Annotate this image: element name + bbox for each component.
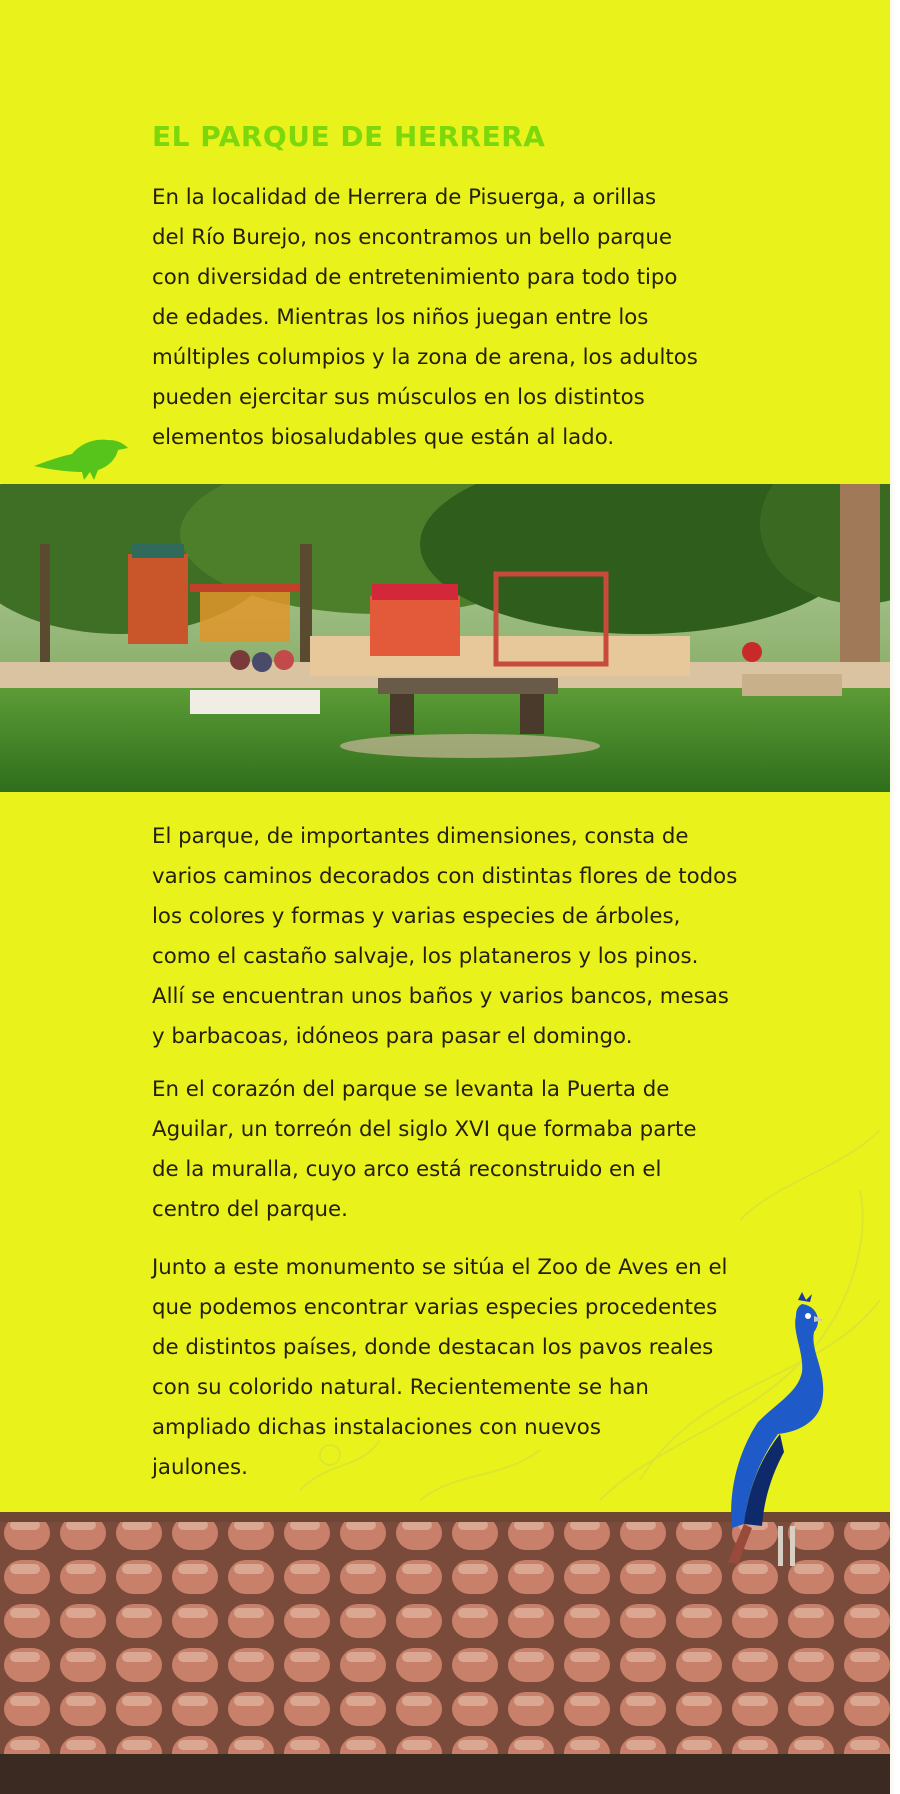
page-title: EL PARQUE DE HERRERA (152, 120, 546, 153)
paragraph-dimensions: El parque, de importantes dimensiones, consta de varios caminos decorados con distintas flores de todos los colores y formas y varias especies de árboles, como el castaño salvaje, los plataneros y los pinos. Allí se encuentran unos baños y varios bancos, mesas y barbacoas, idóneos para pasar el domingo. (152, 824, 738, 1049)
park-playground-photo (0, 484, 896, 792)
page-edge (890, 0, 896, 1794)
peacock-illustration (718, 1292, 878, 1572)
intro-paragraph: En la localidad de Herrera de Pisuerga, a orillas del Río Burejo, nos encontramos un bello parque con diversidad de entretenimiento para todo tipo de edades. Mientras los niños juegan entre los múltiples columpios y la zona de arena, los adultos pueden ejercitar sus músculos en los distintos elementos biosaludables que están al lado. (152, 185, 698, 450)
paragraph-puerta-aguilar: En el corazón del parque se levanta la Puerta de Aguilar, un torreón del siglo XVI que formaba parte de la muralla, cuyo arco está reconstruido en el centro del parque. (152, 1077, 697, 1222)
bird-icon (32, 432, 132, 484)
paragraph-zoo-aves: Junto a este monumento se sitúa el Zoo de Aves en el que podemos encontrar varias especies procedentes de distintos países, donde destacan los pavos reales con su colorido natural. Recientemente se han ampliado dichas instalaciones con nuevos jaulones. (152, 1255, 728, 1480)
